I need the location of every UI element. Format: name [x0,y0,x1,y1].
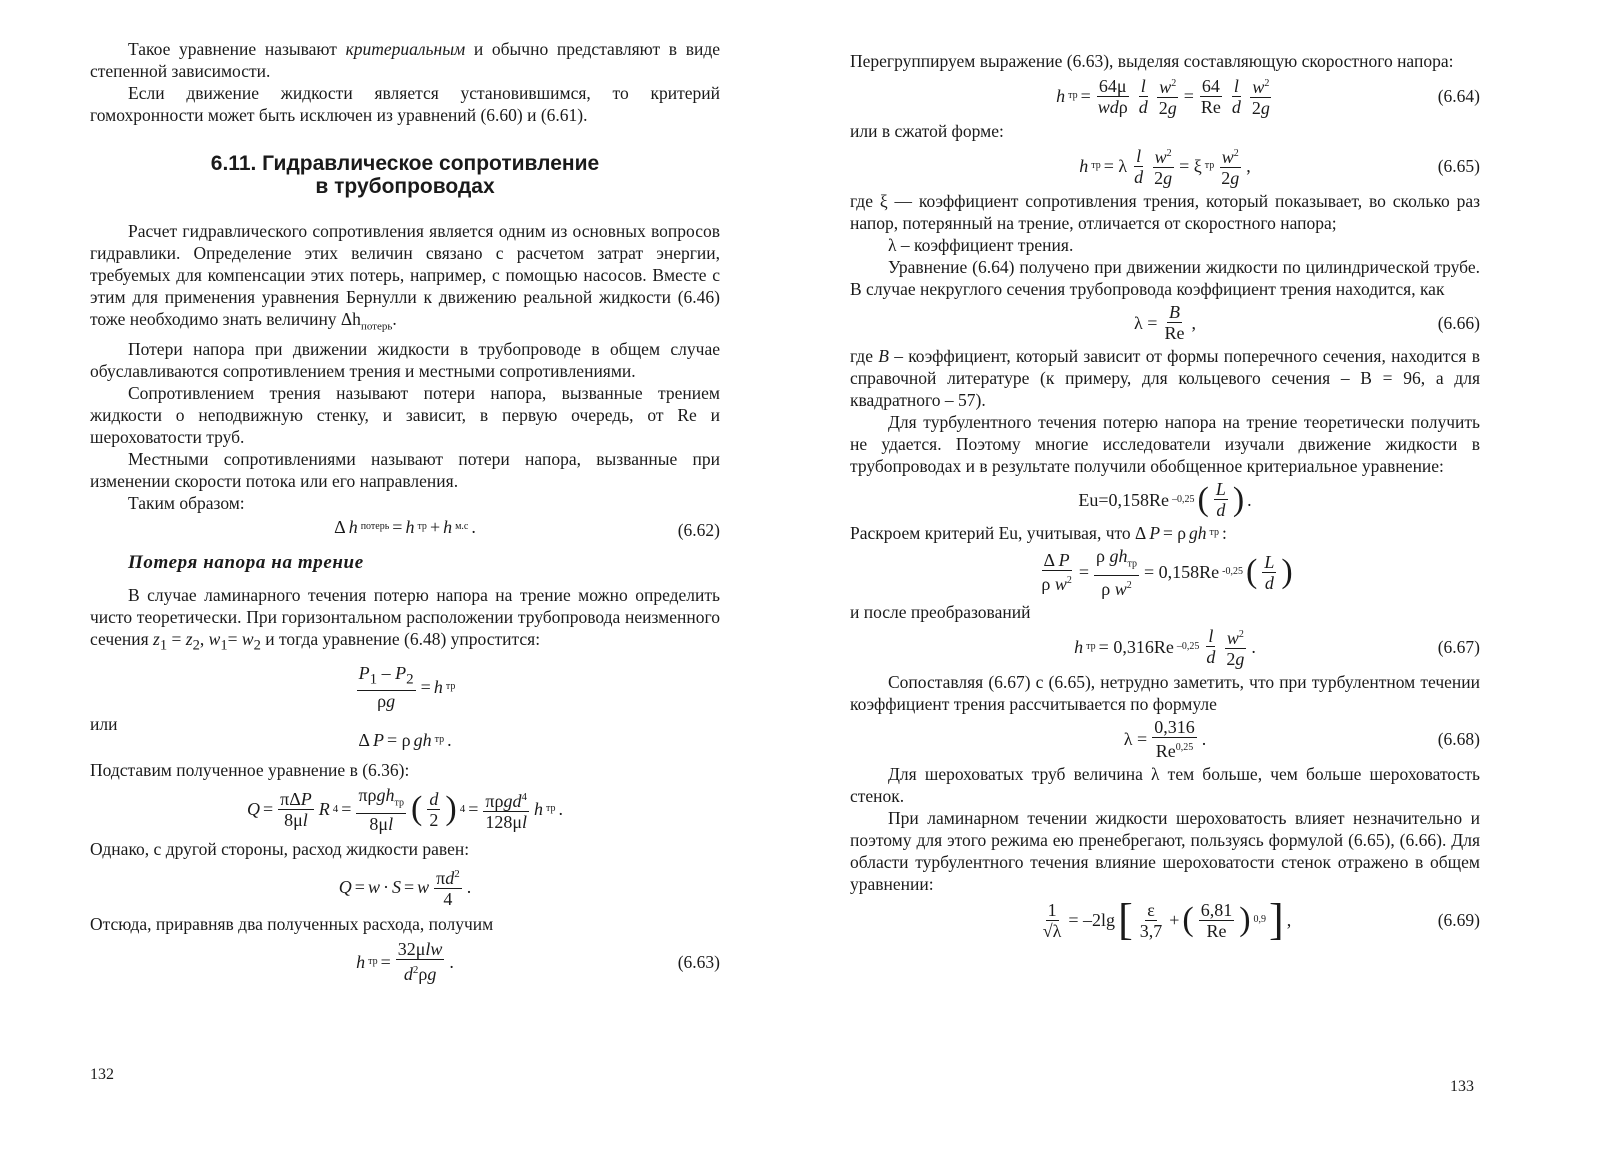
equation-6-68: λ = 0,316 Re$^{0,25}$ . (6.68) [1123,716,1480,761]
paragraph: Уравнение (6.64) получено при движении жидкости по цилиндрической трубе. В случае некруглого сечения трубопровода коэффициент трения находится, как [850,257,1480,299]
equation-pressure-head: $P_1 - P_2$ ρg = h тр [358,663,456,711]
equation-flow-poiseuille: Q = πΔP 8μl R 4 = πρgh$_{тр}$ 8μl ( d 2 ) 4 = πρgd$^4$ 128μl h тр . [246,784,564,835]
equation-euler-criterial: Eu=0,158Re –0,25 ( L d ) . [1078,479,1252,520]
paragraph: Раскроем критерий Eu, учитывая, что Δ P = ρ gh тр : [850,523,1227,543]
equation-number: (6.67) [1437,636,1480,657]
equation-number: (6.66) [1437,312,1480,333]
equation-number: (6.62) [677,519,720,540]
subsection-heading: Потеря напора на трение [128,551,364,573]
paragraph: Однако, с другой стороны, расход жидкости равен: [90,839,470,860]
paragraph: где ξ — коэффициент сопротивления трения, который показывает, во сколько раз напор, потерянный на трение, отличается от скоростного напора; [850,191,1480,233]
paragraph: или в сжатой форме: [850,121,1004,141]
page-number: 133 [1450,1078,1474,1095]
left-page [0,0,800,1154]
paragraph: и после преобразований [850,601,1031,622]
equation-euler-expanded: Δ P ρ $w^2$ = ρ $gh_{тр}$ ρ $w^2$ = 0,158Re -0,25 ( L d ) [1041,546,1293,599]
paragraph: или [90,713,118,734]
paragraph: Для турбулентного течения потерю напора на трение теоретически получить не удается. Поэтому многие исследователи изучали движение жидкости в трубопроводах и в результате получили обобщенное критериальное уравнение: [850,412,1480,476]
paragraph: Отсюда, приравняв два полученных расхода, получим [90,914,494,935]
paragraph: Такое уравнение называют критериальным и обычно представляют в виде степенной зависимости. [90,39,720,81]
paragraph: Подставим полученное уравнение в (6.36): [90,759,410,780]
emphasis-term: критериальным [345,39,466,59]
paragraph: λ – коэффициент трения. [888,235,1074,255]
paragraph: где B – коэффициент, который зависит от формы поперечного сечения, находится в справочной литературе (к примеру, для кольцевого сечения – B = 96, а для квадратного – 57). [850,346,1480,410]
page-number: 132 [90,1066,114,1083]
equation-6-69: 1 √λ = –2lg [ ε 3,7 + ( 6,81 Re ) 0,9 ] , (6.69) [1042,895,1480,945]
paragraph: Расчет гидравлического сопротивления является одним из основных вопросов гидравлики. Определение этих величин связано с расчетом затрат энергии, требуемых для компенсации этих потерь, например, с помощью насосов. Вместе с этим для применения уравнения Бернулли к движению реальной жидкости (6.46) тоже необходимо знать величину $\Delta h_{потерь}$. [90,221,720,333]
equation-number: (6.69) [1437,909,1480,930]
equation-number: (6.63) [677,951,720,972]
paragraph: Сопротивлением трения называют потери напора, вызванные трением жидкости о неподвижную стенку, и зависит, в первую очередь, от Re и шероховатости труб. [90,382,720,447]
paragraph: Если движение жидкости является установившимся, то критерий гомохронности может быть исключен из уравнений (6.60) и (6.61). [90,83,720,125]
left-text-column [90,38,720,986]
paragraph: Местными сопротивлениями называют потери напора, вызванные при изменении скорости потока или его направления. [90,448,720,491]
paragraph: При ламинарном течении жидкости шероховатость влияет незначительно и поэтому для этого режима ею пренебрегают, пользуясь формулой (6.65), (6.66). Для области турбулентного течения влияние шероховатости стенок отражено в общем уравнении: [850,807,1480,894]
equation-flow-rate: Q = w · S = w $\pi d^2$ 4 . [90,864,720,909]
paragraph: В случае ламинарного течения потерю напора на трение можно определить чисто теоретически. При горизонтальном расположении трубопровода неизменного сечения $z_1 = z_2$, $w_1= w_2$ и тогда уравнение (6.48) упростится: [90,584,720,653]
section-heading: 6.11. Гидравлическое сопротивление в трубопроводах [210,152,600,198]
equation-6-62: Δ h потерь = h тр + h м.с . (6.62) [334,516,720,540]
equation-6-63: h тр = 32μlw $d^2\rho g$ . (6.63) [356,939,720,985]
equation-delta-p: Δ P = ρ gh тр . [358,729,452,750]
paragraph: Для шероховатых труб величина λ тем больше, чем больше шероховатость стенок. [850,763,1480,806]
equation-6-67: h тр = 0,316Re –0,25 l d $w^2$ 2g . (6.67) [1074,626,1480,669]
equation-number: (6.64) [1437,86,1480,106]
right-text-column [850,50,1480,943]
equation-number: (6.65) [1437,156,1480,176]
paragraph: Потери напора при движении жидкости в трубопроводе в общем случае обуславливаются сопротивлением трения и местными сопротивлениями. [90,338,720,381]
paragraph: Таким образом: [128,492,245,513]
equation-number: (6.68) [1437,728,1480,749]
equation-6-66: λ = B Re , (6.66) [1134,302,1480,343]
equation-6-65: h тр = λ l d $w^2$ 2g = ξ тр $w^2$ 2g , (6.65) [1079,145,1480,188]
right-page [800,0,1601,1154]
paragraph: Сопоставляя (6.67) с (6.65), нетрудно заметить, что при турбулентном течении коэффициент трения рассчитывается по формуле [850,671,1480,714]
equation-6-64: h тр = 64μ wdρ l d $w^2$ 2g = 64 Re l d $w^2$ 2g (6.64) [1056,75,1480,118]
paragraph: Перегруппируем выражение (6.63), выделяя составляющую скоростного напора: [850,51,1454,71]
